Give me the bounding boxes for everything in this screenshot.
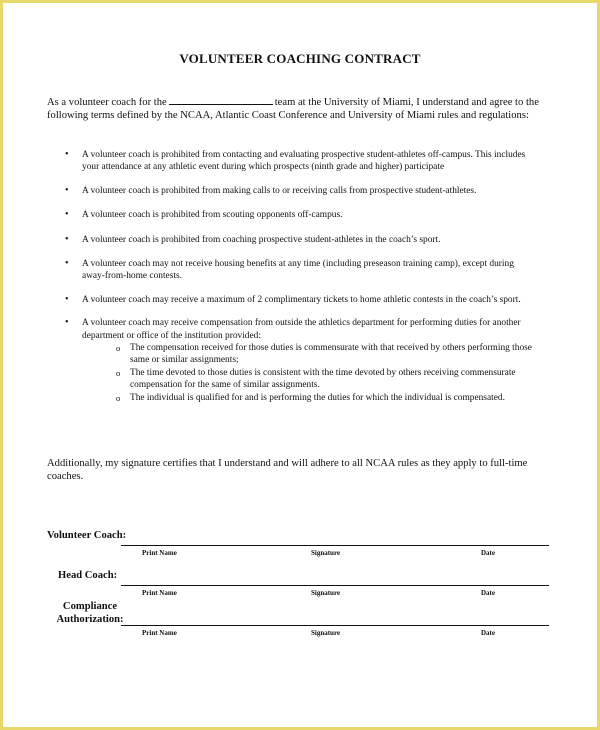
intro-paragraph bbox=[47, 95, 547, 122]
signature-caption: Signature bbox=[311, 629, 341, 637]
condition-item: o The individual is qualified for and is performing the duties for which the individual is compensated. bbox=[116, 392, 535, 404]
condition-item: o The compensation received for those duties is commensurate with that received by others performing those same or similar assignments; bbox=[116, 342, 535, 367]
condition-item: o The time devoted to those duties is consistent with the time devoted by others receiving commensurate compensation for the same of similar assignments. bbox=[116, 367, 535, 392]
term-item: • A volunteer coach may receive a maximum of 2 complimentary tickets to home athletic contests in the coach’s sport. bbox=[65, 294, 535, 306]
date-caption: Date bbox=[481, 629, 495, 637]
term-item-text: A volunteer coach may receive compensation from outside the athletics department for performing duties for another department or office of the institution provided: bbox=[82, 318, 521, 341]
terms-list bbox=[65, 149, 535, 404]
term-item-compensation bbox=[65, 317, 535, 404]
compensation-conditions bbox=[82, 342, 535, 404]
term-item: • A volunteer coach is prohibited from contacting and evaluating prospective student-athletes off-campus. This includes your attendance at any athletic event during which prospects (ninth grade and higher) participate bbox=[65, 149, 535, 174]
term-item: • A volunteer coach is prohibited from scouting opponents off-campus. bbox=[65, 209, 535, 221]
signature-caption: Signature bbox=[311, 589, 341, 597]
term-item: • A volunteer coach may not receive housing benefits at any time (including preseason training camp), except during away-from-home contests. bbox=[65, 258, 535, 283]
signature-caption: Signature bbox=[311, 549, 341, 557]
compliance-label-line1: Compliance bbox=[62, 601, 118, 612]
compliance-label-line2: Authorization: bbox=[56, 614, 124, 625]
intro-text-end: team at the University of Miami, I understand and agree to the following terms defined by the NCAA, Atlantic Coast Conference and University of Miami rules and regulations: bbox=[47, 97, 539, 121]
document-title: VOLUNTEER COACHING CONTRACT bbox=[179, 51, 421, 66]
contract-page bbox=[3, 3, 597, 727]
closing-paragraph: Additionally, my signature certifies that I understand and will adhere to all NCAA rules as they apply to full-time coaches. bbox=[47, 458, 528, 482]
compliance-authorization-label bbox=[51, 600, 129, 626]
print-name-caption: Print Name bbox=[142, 549, 177, 557]
print-name-caption: Print Name bbox=[142, 629, 177, 637]
volunteer-coach-signature-line[interactable] bbox=[121, 545, 549, 546]
compliance-signature-line[interactable] bbox=[121, 625, 549, 626]
head-coach-label: Head Coach: bbox=[58, 570, 118, 581]
volunteer-coach-label: Volunteer Coach: bbox=[47, 530, 127, 541]
intro-text-start: As a volunteer coach for the bbox=[47, 97, 167, 108]
coach-team-blank bbox=[169, 95, 273, 105]
date-caption: Date bbox=[481, 549, 495, 557]
term-item: • A volunteer coach is prohibited from making calls to or receiving calls from prospective student-athletes. bbox=[65, 185, 535, 197]
head-coach-signature-line[interactable] bbox=[121, 585, 549, 586]
print-name-caption: Print Name bbox=[142, 589, 177, 597]
date-caption: Date bbox=[481, 589, 495, 597]
term-item: • A volunteer coach is prohibited from coaching prospective student-athletes in the coach’s sport. bbox=[65, 234, 535, 246]
